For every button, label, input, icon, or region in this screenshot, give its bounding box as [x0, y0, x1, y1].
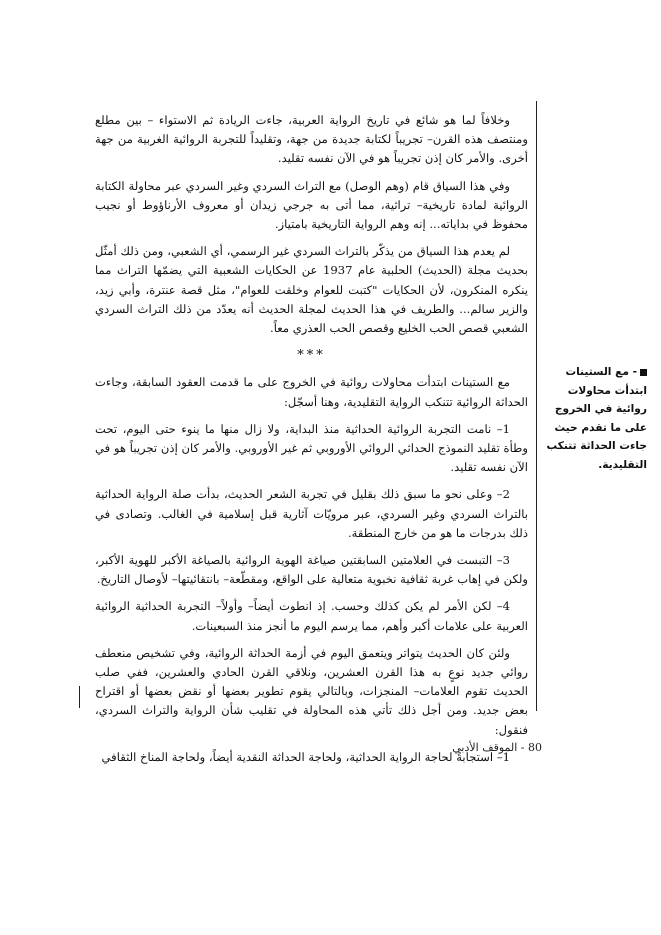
- article-body: [95, 111, 528, 775]
- list-item-3: 3– التبست في العلامتين السابقتين صياغة الهوية الروائية بالصياغة الأكبر للهوية الأكبر، ولكن في إهاب غربة ثقافية نخبوية متعالية على الواقع، ومقطّعة– بانتقائيتها– لأوصال التاريخ.: [95, 553, 528, 587]
- list-item-4: 4– لكن الأمر لم يكن كذلك وحسب. إذ انطوت أيضاً– وأولاً– التجربة الحداثية الروائية العربية على علامات أكبر وأهم، مما يرسم اليوم ما أنجز منذ السبعينات.: [95, 599, 528, 633]
- pull-quote-line: - مع الستينات: [537, 363, 647, 382]
- list-item-2: 2– وعلى نحو ما سبق ذلك بقليل في تجربة الشعر الحديث، بدأت صلة الرواية الحداثية بالتراث السردي وغير السردي، عبر مرويّات آثارية قبل إسلامية في الغالب. وتصادى في ذلك بدرجات ما هو من خارج المنطقة.: [95, 487, 528, 540]
- pull-quote-line: روائية في الخروج: [554, 403, 647, 416]
- square-bullet-icon: [640, 369, 647, 376]
- column-rule-left: [79, 686, 80, 708]
- page-number-label: 80 - الموقف الأدبي: [452, 741, 542, 754]
- paragraph-1: وخلافاً لما هو شائع في تاريخ الرواية العربية، جاءت الريادة ثم الاستواء – بين مطلع ومنتصف هذه القرن– تجريباً لكتابة جديدة من جهة، وتقليداً للتجربة الروائية الغربية من جهة أخرى. والأمر كان إذن تجريباً هو في الآن نفسه تقليد.: [95, 113, 528, 166]
- paragraph-4: مع الستينات ابتدأت محاولات روائية في الخروج على ما قدمت العقود السابقة، وجاءت الحداثة الروائية تتنكب الرواية التقليدية، وهنا أسجّل:: [95, 375, 528, 409]
- paragraph-2: وفي هذا السياق قام (وهم الوصل) مع التراث السردي وغير السردي عبر محاولة الكتابة الروائية لمادة تاريخية– تراثية، مما أتى به جرجي زيدان أو معروف الأرناؤوط أو نجيب محفوظ في بداياته... إنه وهم الرواية التاريخية بامتياز.: [95, 178, 528, 232]
- pull-quote-line: التقليدية.: [598, 458, 647, 471]
- pull-quote-line: جاءت الحداثة تتنكب: [546, 440, 647, 453]
- page-footer: [382, 741, 542, 754]
- pull-quote-line: على ما تقدم حيث: [554, 421, 647, 434]
- pull-quote: [537, 363, 647, 475]
- list-item-1: 1– نامت التجربة الروائية الحداثية منذ البداية، ولا زال منها ما ينوء حتى اليوم، تحت وطأة تقليد النموذج الحداثي الروائي الأوروبي ثم غير الأوروبي. والأمر كان إذن تجريباً هو في الآن نفسه تقليد.: [95, 421, 528, 475]
- list-item-5: 1– استجابةً لحاجة الرواية الحداثية، ولحاجة الحداثة النقدية أيضاً، ولحاجة المناخ الثقافي: [101, 749, 510, 764]
- paragraph-3: لم يعدم هذا السياق من يذكّر بالتراث السردي غير الرسمي، أي الشعبي، ومن ذلك أمثّل بحديث مجلة (الحديث) الحلبية عام 1937 عن الحكايات الشعبية التي يضمّها التراث مما ينكره المنكرون، لأن الحكايات "كتبت للعوام وخلقت للعوام"، مثل قصة عنترة، وأبي زيد، والزير سالم... والطريف في هذا الحديث لمجلة الحديث أنه يعدّد من ذلك التراث السردي الشعبي قصص الحب الخليع وقصص الحب العذري معاً.: [95, 244, 529, 336]
- paragraph-5: ولئن كان الحديث يتواتر ويتعمق اليوم في أزمة الحداثة الروائية، وفي تشخيص منعطف روائي جديد نوعٍ به هذا القرن العشرين، ونلاقي القرن الحادي والعشرين، ففي صلب الحديث تقوم العلامات– المنجزات، وبالتالي يقوم تطوير بعضها أو نقض بعضها أو اقتراح بعض جديد. ومن أجل ذلك تأتي هذه المحاولة في تقليب شأن الرواية والتراث السردي، فنقول:: [95, 645, 528, 737]
- section-separator: ***: [297, 348, 326, 364]
- pull-quote-line: ابتدأت محاولات: [567, 384, 647, 397]
